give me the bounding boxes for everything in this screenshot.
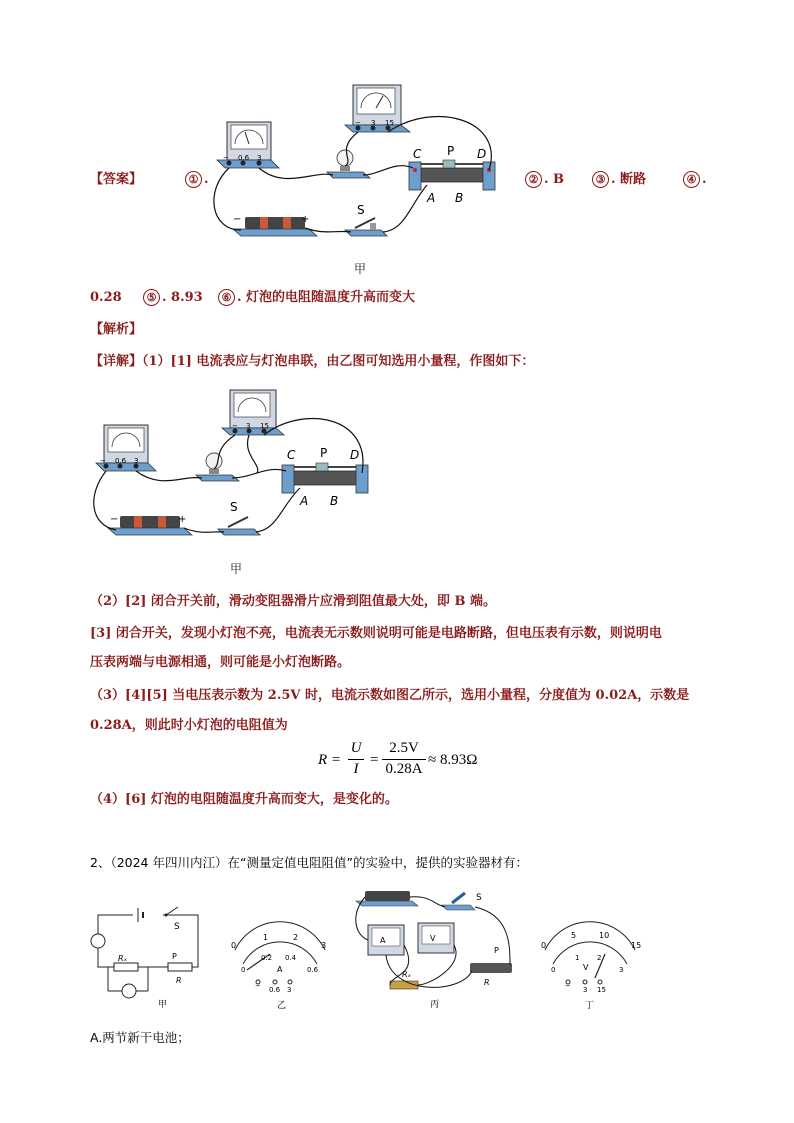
q2-ammeter-dial: [225, 920, 335, 1010]
svg-text:1: 1: [263, 933, 269, 942]
svg-text:3: 3: [583, 986, 588, 994]
svg-text:Rₓ: Rₓ: [402, 970, 412, 979]
q2-circuit-diagram: [88, 885, 208, 1010]
analysis-line3a: [3] 闭合开关，发现小灯泡不亮，电流表无示数则说明可能是电路断路，但电压表有示数，则说明电: [90, 626, 662, 641]
answer-1: ① .: [185, 170, 209, 190]
svg-text:0: 0: [231, 941, 237, 950]
ammeter-device-mid: [96, 425, 156, 471]
label-D: D: [477, 147, 487, 161]
circuit-figure-mid: [92, 385, 377, 545]
svg-text:−: −: [100, 457, 106, 465]
svg-text:2: 2: [597, 954, 602, 962]
svg-text:3: 3: [257, 154, 262, 162]
svg-text:P: P: [172, 952, 177, 961]
formula-num1: U: [350, 740, 362, 756]
answer-6: ⑥ . 灯泡的电阻随温度升高而变大: [218, 288, 415, 308]
label-S: S: [357, 203, 365, 217]
svg-text:0: 0: [541, 941, 547, 950]
figure-caption-mid: 甲: [230, 562, 243, 576]
svg-text:−: −: [223, 154, 229, 162]
svg-text:−: −: [232, 422, 238, 430]
analysis-line1: 【详解】（1）[1] 电流表应与灯泡串联，由乙图可知选用小量程，作图如下：: [90, 354, 535, 369]
svg-text:0.6: 0.6: [115, 457, 127, 465]
svg-text:10: 10: [599, 931, 610, 940]
question2-stem: 2、（2024 年四川内江）在“测量定值电阻阻值”的实验中，提供的实验器材有：: [90, 855, 528, 870]
svg-text:3: 3: [371, 119, 376, 127]
answer-label: 【答案】: [90, 172, 143, 187]
svg-text:R: R: [484, 978, 490, 987]
rheostat-device-mid: [282, 463, 368, 493]
ammeter-device: [217, 122, 279, 168]
analysis-line4b: 0.28A，则此时小灯泡的电阻值为: [90, 718, 288, 733]
svg-text:15: 15: [597, 986, 606, 994]
formula-result: ≈ 8.93Ω: [428, 752, 478, 768]
formula-den1: I: [353, 761, 359, 777]
q2-ammeter-unit: A: [277, 965, 283, 974]
svg-text:P: P: [494, 946, 499, 955]
q2-label-S: S: [174, 922, 180, 932]
label-A: A: [427, 191, 436, 205]
formula-num2: 2.5V: [389, 740, 419, 756]
svg-text:C: C: [287, 448, 296, 462]
svg-text:15: 15: [385, 119, 394, 127]
svg-text:−: −: [110, 514, 119, 525]
answer-5: ⑤ . 8.93: [143, 288, 203, 308]
q2-voltmeter-dial: [535, 920, 645, 1010]
switch-device: [345, 203, 387, 236]
bulb-device: [327, 150, 370, 178]
label-P: P: [447, 144, 455, 158]
resistance-formula: [318, 740, 488, 780]
q2-cap-ding: 丁: [585, 1001, 595, 1010]
answer-3: ③ . 断路: [592, 170, 646, 190]
svg-text:V: V: [430, 934, 436, 943]
q2-option-a: A.两节新干电池；: [90, 1030, 190, 1045]
vm-term-minus: −: [355, 119, 361, 127]
svg-text:−: −: [233, 214, 242, 225]
svg-text:0: 0: [241, 966, 246, 974]
svg-text:R: R: [176, 976, 182, 985]
analysis-line4a: （3）[4][5] 当电压表示数为 2.5V 时，电流示数如图乙所示，选用小量程，分度值为 0.02A，示数是: [90, 688, 690, 703]
svg-text:0.2: 0.2: [261, 954, 273, 962]
q2-cap-yi: 乙: [277, 1001, 287, 1010]
formula-den2: 0.28A: [385, 761, 423, 777]
formula-eq: =: [370, 752, 379, 768]
label-B: B: [455, 191, 464, 205]
q2-cap-jia: 甲: [158, 1000, 168, 1010]
formula-lhs: R =: [318, 752, 342, 768]
analysis-line3b: 压表两端与电源相通，则可能是小灯泡断路。: [90, 655, 351, 670]
svg-text:2: 2: [293, 933, 299, 942]
svg-text:0.4: 0.4: [285, 954, 297, 962]
svg-text:3: 3: [321, 941, 327, 950]
svg-text:0.6: 0.6: [307, 966, 319, 974]
label-C: C: [413, 147, 422, 161]
svg-text:0: 0: [551, 966, 556, 974]
svg-text:5: 5: [571, 931, 577, 940]
svg-text:A: A: [300, 494, 309, 508]
answer-2: ② . B: [525, 170, 564, 190]
svg-text:−: −: [255, 982, 261, 990]
svg-text:0.6: 0.6: [269, 986, 281, 994]
svg-text:D: D: [350, 448, 360, 462]
svg-text:P: P: [320, 446, 328, 460]
svg-text:S: S: [230, 500, 238, 514]
svg-text:1: 1: [575, 954, 580, 962]
battery-device-mid: [108, 514, 192, 535]
svg-text:15: 15: [260, 422, 269, 430]
rheostat-device: [409, 160, 495, 190]
battery-device: [233, 214, 317, 236]
svg-text:0.6: 0.6: [238, 154, 250, 162]
bulb-device-mid: [196, 453, 239, 481]
svg-text:A: A: [380, 936, 386, 945]
svg-text:B: B: [330, 494, 339, 508]
q2-voltmeter-unit: V: [583, 963, 589, 972]
svg-text:3: 3: [134, 457, 139, 465]
svg-text:−: −: [565, 982, 571, 990]
q2-cap-bing: 丙: [430, 1000, 440, 1010]
switch-device-mid: [218, 500, 260, 535]
figure-caption-top: 甲: [354, 262, 367, 276]
analysis-line5: （4）[6] 灯泡的电阻随温度升高而变大，是变化的。: [90, 792, 398, 807]
svg-text:S: S: [476, 893, 482, 903]
answer-4-value: 0.28: [90, 290, 122, 305]
answer-4: ④ .: [683, 170, 707, 190]
circuit-figure-top: [205, 80, 510, 245]
svg-text:15: 15: [631, 941, 642, 950]
svg-text:+: +: [301, 214, 310, 225]
q2-physical-circuit: [350, 885, 525, 1010]
svg-text:3: 3: [287, 986, 292, 994]
analysis-line2: （2）[2] 闭合开关前，滑动变阻器滑片应滑到阻值最大处，即 B 端。: [90, 594, 496, 609]
svg-text:Rₓ: Rₓ: [118, 954, 128, 963]
svg-text:+: +: [178, 514, 187, 525]
analysis-heading: 【解析】: [90, 322, 143, 337]
svg-text:3: 3: [246, 422, 251, 430]
svg-text:3: 3: [619, 966, 624, 974]
